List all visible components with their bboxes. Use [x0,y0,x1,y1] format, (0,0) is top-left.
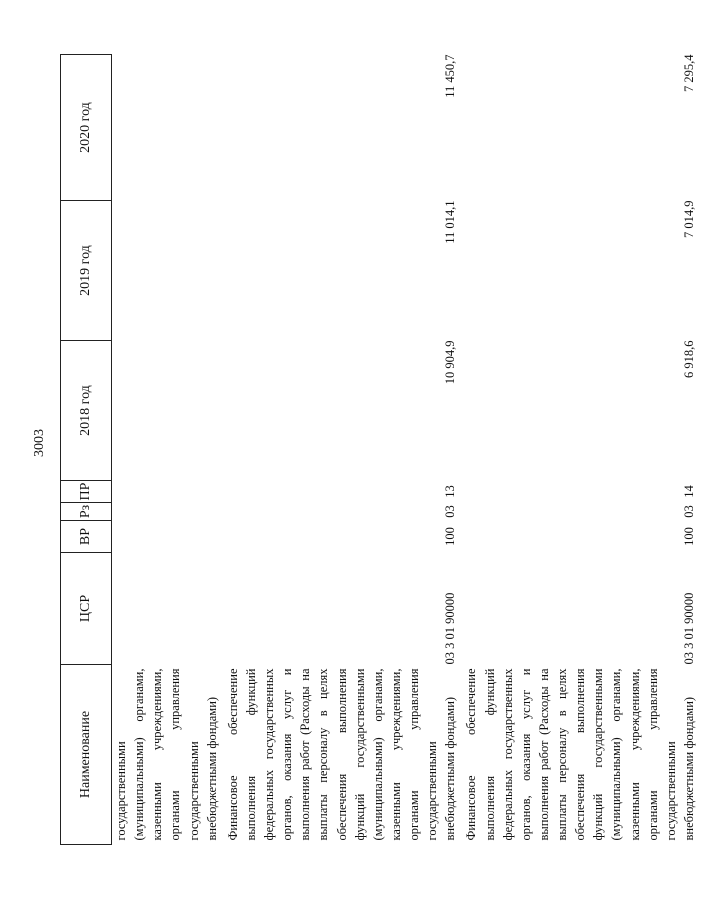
row-csr: 03 3 01 90000 [443,592,458,665]
table-row [462,55,701,845]
row-2019: 7 014,9 [681,200,696,238]
header-name: Наименование [61,665,112,845]
continuation-name: государственными (муниципальными) органами, казенными учреждениями, органами управления государственными внебюджетными фондами) [114,668,219,841]
row-rz: 03 [443,505,458,518]
row-pr: 14 [681,485,696,498]
row-rz: 03 [681,505,696,518]
row-2020: 11 450,7 [443,54,458,98]
header-csr: ЦСР [61,553,112,665]
row-name: Финансовое обеспечение выполнения функций федеральных государственных органов, оказания услуг и выполнения работ (Расходы на выплаты персоналу в целях обеспечения выполнения функций государственными (муниципальными) органами, казенными учреждениями, органами управления государственными внебюджетными фондами) [225,668,458,841]
header-pr: ПР [61,481,112,503]
continuation-row [112,55,224,845]
row-2018: 6 918,6 [681,340,696,378]
row-csr: 03 3 01 90000 [681,592,696,665]
header-vr: ВР [61,521,112,553]
row-pr: 13 [443,485,458,498]
budget-table [60,54,701,845]
row-name: Финансовое обеспечение выполнения функций федеральных государственных органов, оказания услуг и выполнения работ (Расходы на выплаты персоналу в целях обеспечения выполнения функций государственными (муниципальными) органами, казенными учреждениями, органами управления государственными внебюджетными фондами) [464,668,696,841]
header-2020: 2020 год [61,55,112,201]
row-2020: 7 295,4 [681,54,696,92]
table-header-row [61,55,112,845]
header-2018: 2018 год [61,341,112,481]
row-2019: 11 014,1 [443,200,458,244]
page-number: 3003 [32,429,47,457]
rotated-page-content [60,54,696,845]
header-2019: 2019 год [61,201,112,341]
row-2018: 10 904,9 [443,340,458,385]
row-vr: 100 [681,527,696,546]
header-rz: Рз [61,503,112,521]
table-row [224,55,463,845]
row-vr: 100 [443,527,458,546]
